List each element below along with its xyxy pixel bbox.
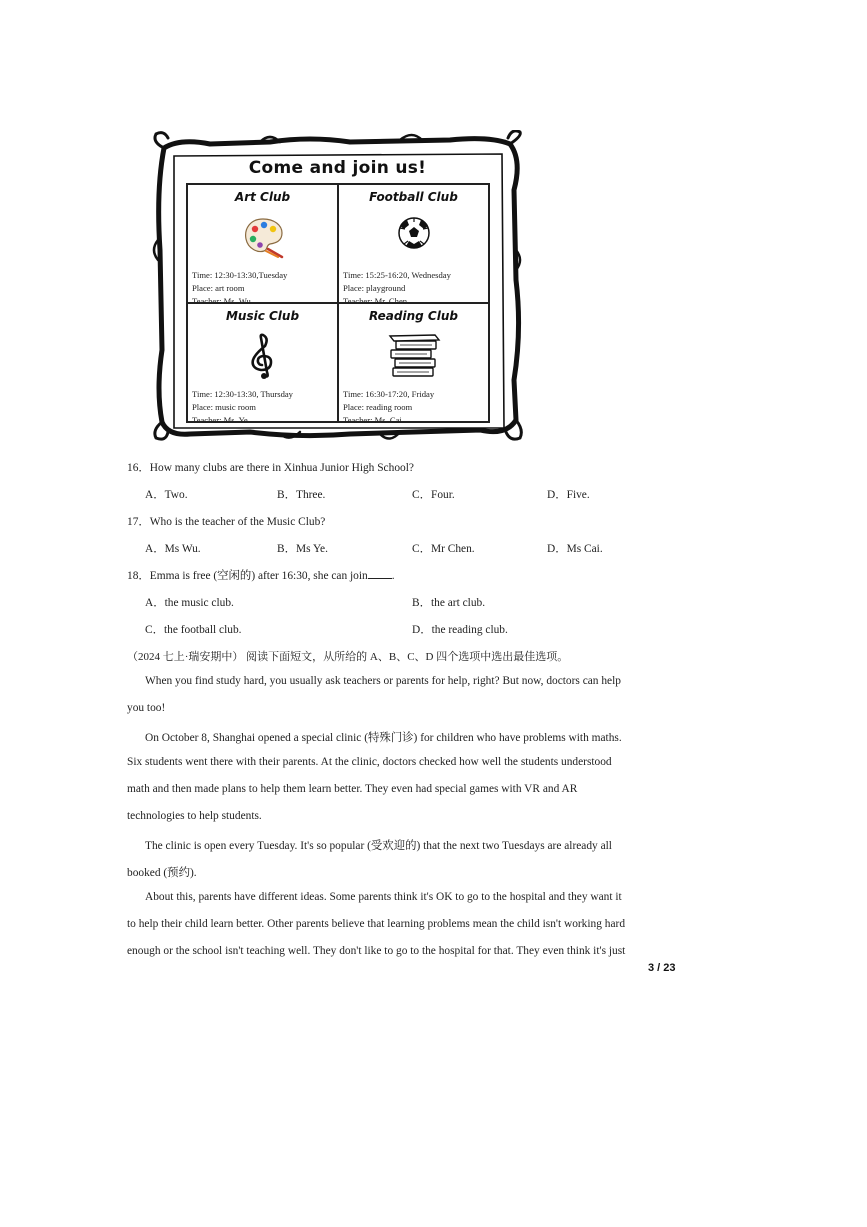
question-17-option-c[interactable]: C．Mr Chen. (412, 543, 475, 555)
club-teacher: Teacher: Mr. Chen (343, 296, 408, 306)
question-17-stem: 17．Who is the teacher of the Music Club? (127, 516, 326, 528)
club-time: Time: 15:25-16:20, Wednesday (343, 270, 451, 280)
palette-icon (240, 213, 286, 259)
club-cell-music (187, 303, 338, 425)
club-teacher: Teacher: Ms. Cai (343, 415, 402, 425)
club-name: Reading Club (369, 309, 458, 323)
club-name: Football Club (369, 190, 458, 204)
question-17-option-a[interactable]: A．Ms Wu. (145, 543, 201, 555)
question-18-option-c[interactable]: C．the football club. (145, 624, 242, 636)
passage-line: enough or the school isn't teaching well. They don't like to go to the hospital for that. They even think it's just (127, 945, 626, 957)
passage-line: technologies to help students. (127, 810, 262, 822)
club-grid (186, 183, 490, 423)
club-cell-art (187, 184, 338, 306)
club-time: Time: 16:30-17:20, Friday (343, 389, 435, 399)
passage-line: Six students went there with their parents. At the clinic, doctors checked how well the students understood (127, 756, 612, 768)
club-time: Time: 12:30-13:30, Thursday (192, 389, 293, 399)
passage-line: booked (预约). (127, 867, 197, 879)
question-16-option-a[interactable]: A．Two. (145, 489, 188, 501)
club-time: Time: 12:30-13:30,Tuesday (192, 270, 288, 280)
question-16-option-d[interactable]: D．Five. (547, 489, 590, 501)
passage-line: About this, parents have different ideas. Some parents think it's OK to go to the hospital and they want it (145, 891, 622, 903)
question-18-stem-end: . (391, 570, 395, 582)
club-place: Place: playground (343, 283, 406, 293)
page-number: 3 / 23 (648, 962, 676, 974)
club-place: Place: music room (192, 402, 256, 412)
club-place: Place: art room (192, 283, 245, 293)
question-17-option-b[interactable]: B．Ms Ye. (277, 543, 328, 555)
club-info (343, 388, 434, 427)
passage-line: The clinic is open every Tuesday. It's so popular (受欢迎的) that the next two Tuesdays are already all (145, 840, 612, 852)
club-place: Place: reading room (343, 402, 413, 412)
question-18-option-a[interactable]: A．the music club. (145, 597, 234, 609)
question-18-stem-text: 18．Emma is free (空闲的) after 16:30, she can join (127, 570, 368, 582)
club-name: Music Club (225, 309, 300, 323)
question-16-option-b[interactable]: B．Three. (277, 489, 326, 501)
club-info (192, 388, 293, 427)
question-16-option-c[interactable]: C．Four. (412, 489, 455, 501)
treble-clef-icon (243, 332, 283, 382)
section-intro: （2024 七上·瑞安期中） 阅读下面短文，从所给的 A、B、C、D 四个选项中选出最佳选项。 (127, 651, 569, 663)
answer-blank (368, 568, 392, 579)
question-17-option-d[interactable]: D．Ms Cai. (547, 543, 603, 555)
club-cell-football (338, 184, 489, 306)
passage-line: to help their child learn better. Other parents believe that learning problems mean the child isn't working hard (127, 918, 626, 930)
question-18-stem (127, 567, 395, 583)
football-icon (394, 213, 434, 253)
passage-line: you too! (127, 702, 166, 714)
passage-line: math and then made plans to help them learn better. They even had special games with VR and AR (127, 783, 578, 795)
club-teacher: Teacher: Ms. Ye (192, 415, 248, 425)
passage-line: On October 8, Shanghai opened a special clinic (特殊门诊) for children who have problems with maths. (145, 732, 622, 744)
books-icon (387, 332, 441, 380)
passage-line: When you find study hard, you usually ask teachers or parents for help, right? But now, doctors can help (145, 675, 621, 687)
club-name: Art Club (234, 190, 291, 204)
question-18-option-d[interactable]: D．the reading club. (412, 624, 508, 636)
question-18-option-b[interactable]: B．the art club. (412, 597, 486, 609)
club-poster (150, 130, 525, 445)
club-teacher: Teacher: Ms. Wu (192, 296, 251, 306)
club-cell-reading (338, 303, 489, 425)
question-16-stem: 16．How many clubs are there in Xinhua Junior High School? (127, 462, 414, 474)
poster-title: Come and join us! (248, 158, 427, 178)
